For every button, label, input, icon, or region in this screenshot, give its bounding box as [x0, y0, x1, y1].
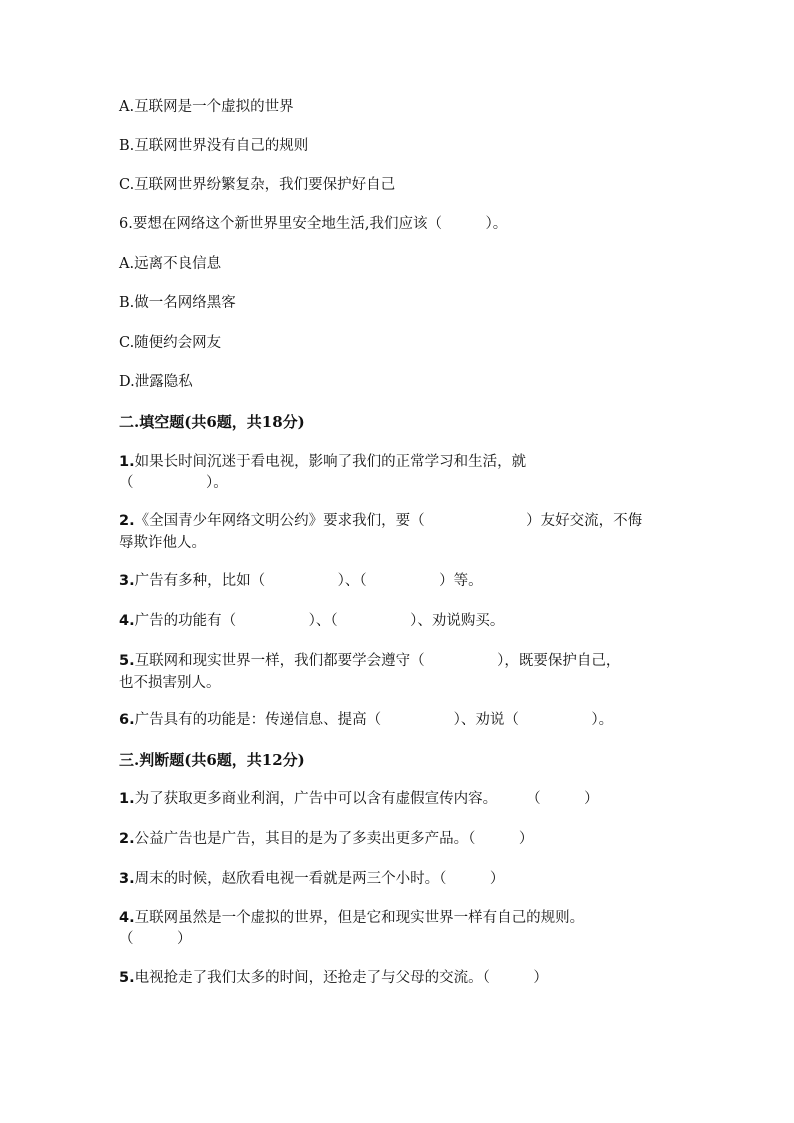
q6-stem: 6.要想在网络这个新世界里安全地生活,我们应该（ ）。 — [119, 216, 508, 232]
fill-item-2-cont: 辱欺诈他人。 — [119, 535, 206, 551]
q5-option-c: C.互联网世界纷繁复杂，我们要保护好自己 — [119, 177, 396, 193]
judge-item-4-number: 4. — [119, 910, 135, 926]
fill-item-1 — [119, 451, 679, 473]
fill-item-5-number: 5. — [119, 653, 135, 669]
judge-item-3-number: 3. — [119, 871, 135, 887]
q6-option-d: D.泄露隐私 — [119, 374, 193, 390]
judge-item-5-number: 5. — [119, 970, 135, 986]
fill-item-2-number: 2. — [119, 513, 135, 529]
judge-item-1-text: 为了获取更多商业利润，广告中可以含有虚假宣传内容。 （ ） — [134, 791, 599, 807]
fill-item-1-number: 1. — [119, 454, 135, 470]
judge-item-2-number: 2. — [119, 831, 135, 847]
q5-option-b: B.互联网世界没有自己的规则 — [119, 138, 309, 154]
judge-item-5-text: 电视抢走了我们太多的时间，还抢走了与父母的交流。（ ） — [134, 970, 548, 986]
fill-item-1-cont: （ ）。 — [119, 475, 228, 491]
fill-item-3 — [119, 570, 679, 592]
fill-item-1-text: 如果长时间沉迷于看电视，影响了我们的正常学习和生活，就 — [134, 454, 527, 470]
fill-item-6 — [119, 709, 679, 731]
judge-item-1 — [119, 788, 679, 810]
fill-item-6-number: 6. — [119, 712, 135, 728]
q6-option-a: A.远离不良信息 — [119, 256, 222, 272]
judge-item-4-text: 互联网虽然是一个虚拟的世界，但是它和现实世界一样有自己的规则。 — [134, 910, 585, 926]
fill-item-2-text: 《全国青少年网络文明公约》要求我们，要（ ）友好交流，不侮 — [134, 513, 643, 529]
fill-item-4-text: 广告的功能有（ ）、（ ）、劝说购买。 — [134, 613, 505, 629]
judge-item-4 — [119, 907, 679, 929]
fill-item-3-number: 3. — [119, 573, 135, 589]
judge-item-2-text: 公益广告也是广告，其目的是为了多卖出更多产品。（ ） — [134, 831, 534, 847]
judge-item-5 — [119, 967, 679, 989]
judge-item-2 — [119, 828, 679, 850]
section3-heading: 三.判断题(共6题，共12分) — [119, 751, 305, 769]
judge-item-4-cont: （ ） — [119, 931, 192, 947]
fill-item-5 — [119, 650, 679, 672]
section2-heading: 二.填空题(共6题，共18分) — [119, 413, 305, 431]
judge-item-3-text: 周末的时候，赵欣看电视一看就是两三个小时。（ ） — [134, 871, 505, 887]
q6-option-b: B.做一名网络黑客 — [119, 295, 236, 311]
fill-item-5-text: 互联网和现实世界一样，我们都要学会遵守（ ），既要保护自己， — [134, 653, 621, 669]
q6-option-c: C.随便约会网友 — [119, 335, 222, 351]
judge-item-1-number: 1. — [119, 791, 135, 807]
q5-option-a: A.互联网是一个虚拟的世界 — [119, 99, 294, 115]
fill-item-5-cont: 也不损害别人。 — [119, 675, 221, 691]
fill-item-6-text: 广告具有的功能是：传递信息、提高（ ）、劝说（ ）。 — [134, 712, 614, 728]
fill-item-2 — [119, 510, 679, 532]
judge-item-3 — [119, 868, 679, 890]
fill-item-4 — [119, 610, 679, 632]
fill-item-4-number: 4. — [119, 613, 135, 629]
fill-item-3-text: 广告有多种，比如（ ）、（ ）等。 — [134, 573, 483, 589]
